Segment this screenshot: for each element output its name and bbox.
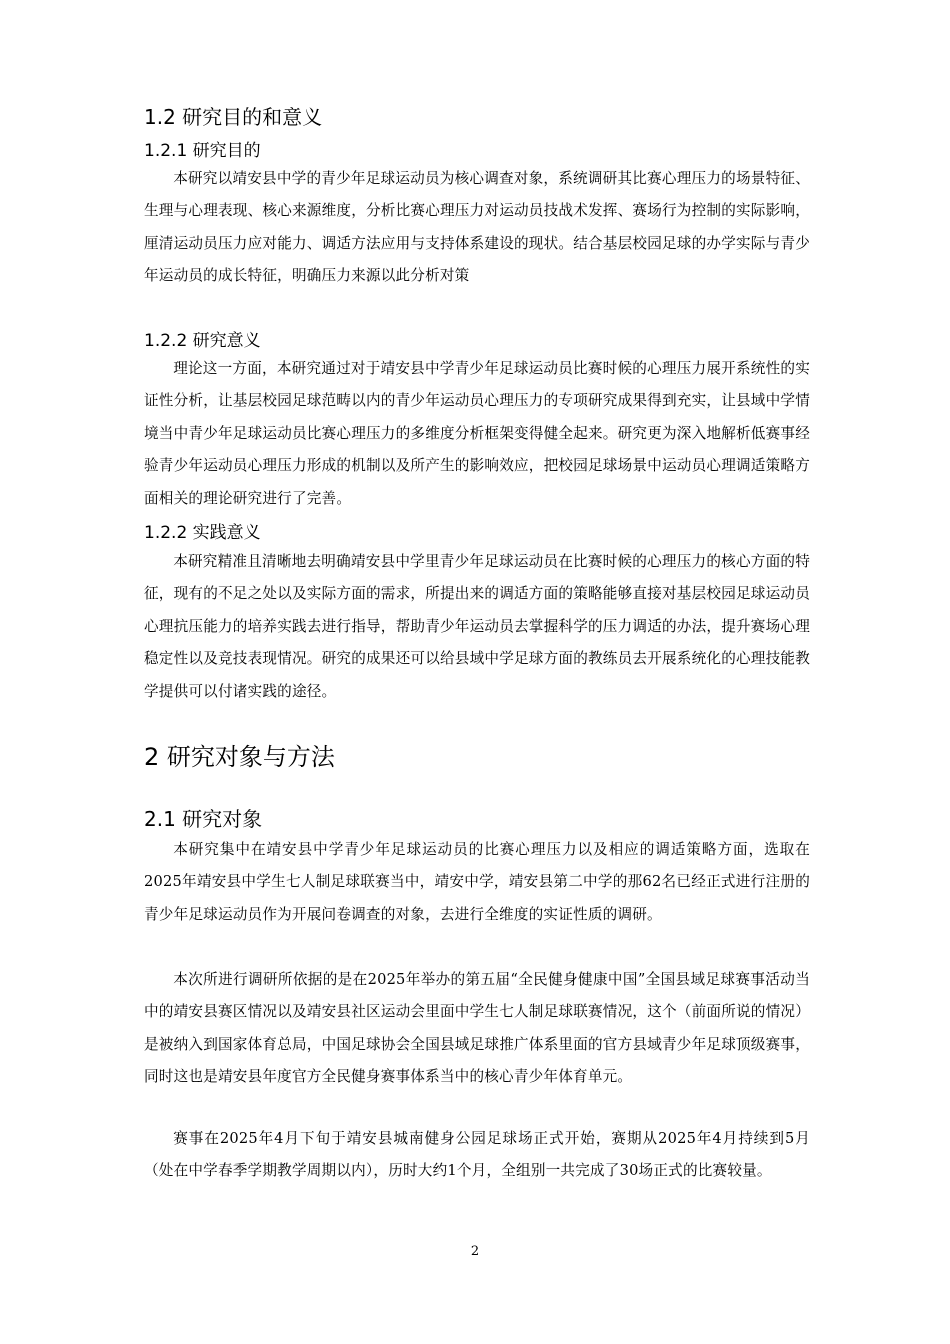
paragraph-event-schedule: 赛事在2025年4月下旬于靖安县城南健身公园足球场正式开始，赛期从2025年4月持续到5月（处在中学春季学期教学周期以内），历时大约1个月，全组别一共完成了30场正式的比赛较量。 — [144, 1130, 810, 1180]
section-heading-1-2-2-significance: 1.2.2 研究意义 — [144, 331, 261, 351]
section-heading-1-2-2-practice: 1.2.2 实践意义 — [144, 523, 261, 543]
paragraph-theoretical-significance: 理论这一方面，本研究通过对于靖安县中学青少年足球运动员比赛时候的心理压力展开系统性的实证性分析，让基层校园足球范畴以内的青少年运动员心理压力的专项研究成果得到充实，让县域中学情境当中青少年足球运动员比赛心理压力的多维度分析框架变得健全起来。研究更为深入地解析低赛事经验青少年运动员心理压力形成的机制以及所产生的影响效应，把校园足球场景中运动员心理调适策略方面相关的理论研究进行了完善。 — [144, 360, 810, 507]
page-number: 2 — [470, 1244, 480, 1259]
paragraph-survey-basis: 本次所进行调研所依据的是在2025年举办的第五届“全民健身健康中国”全国县域足球赛事活动当中的靖安县赛区情况以及靖安县社区运动会里面中学生七人制足球联赛情况，这个（前面所说的情况）是被纳入到国家体育总局，中国足球协会全国县域足球推广体系里面的官方县域青少年足球顶级赛事，同时这也是靖安县年度官方全民健身赛事体系当中的核心青少年体育单元。 — [144, 971, 810, 1086]
paragraph-research-purpose: 本研究以靖安县中学的青少年足球运动员为核心调查对象，系统调研其比赛心理压力的场景特征、生理与心理表现、核心来源维度，分析比赛心理压力对运动员技战术发挥、赛场行为控制的实际影响，厘清运动员压力应对能力、调适方法应用与支持体系建设的现状。结合基层校园足球的办学实际与青少年运动员的成长特征，明确压力来源以此分析对策 — [144, 170, 810, 285]
section-heading-2-1: 2.1 研究对象 — [144, 807, 263, 831]
section-heading-1-2-1: 1.2.1 研究目的 — [144, 141, 261, 161]
chapter-heading-2: 2 研究对象与方法 — [144, 743, 335, 771]
section-heading-1-2: 1.2 研究目的和意义 — [144, 105, 323, 129]
paragraph-research-subjects: 本研究集中在靖安县中学青少年足球运动员的比赛心理压力以及相应的调适策略方面，选取在2025年靖安县中学生七人制足球联赛当中，靖安中学，靖安县第二中学的那62名已经正式进行注册的青少年足球运动员作为开展问卷调查的对象，去进行全维度的实证性质的调研。 — [144, 841, 810, 923]
paragraph-practical-significance: 本研究精准且清晰地去明确靖安县中学里青少年足球运动员在比赛时候的心理压力的核心方面的特征，现有的不足之处以及实际方面的需求，所提出来的调适方面的策略能够直接对基层校园足球运动员心理抗压能力的培养实践去进行指导，帮助青少年运动员去掌握科学的压力调适的办法，提升赛场心理稳定性以及竞技表现情况。研究的成果还可以给县域中学足球方面的教练员去开展系统化的心理技能教学提供可以付诸实践的途径。 — [144, 553, 810, 700]
